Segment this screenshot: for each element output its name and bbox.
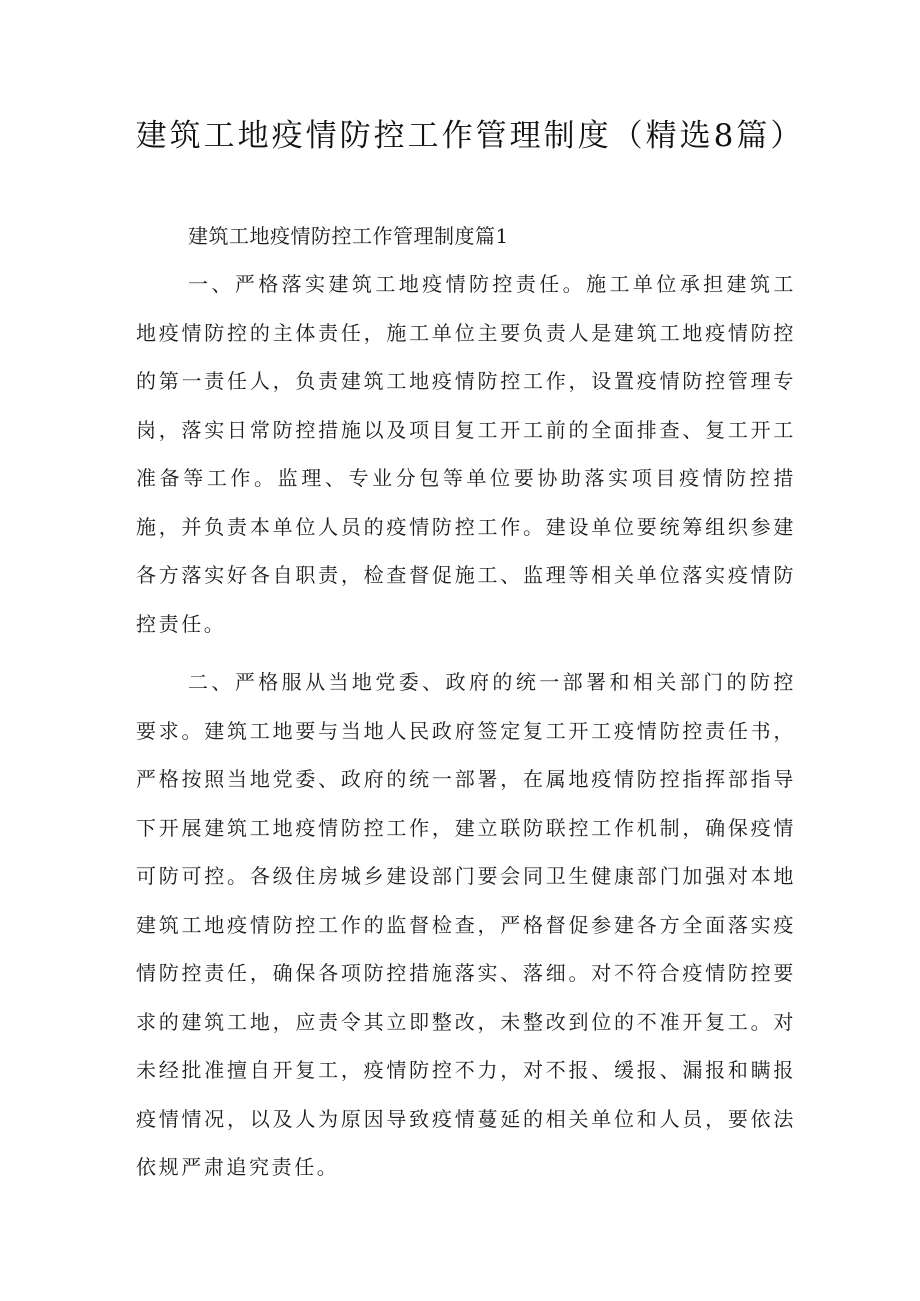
document-title: 建筑工地疫情防控工作管理制度（精选8篇）	[135, 118, 805, 154]
document-body	[136, 212, 796, 1192]
section-heading: 建筑工地疫情防控工作管理制度篇1	[188, 224, 509, 248]
paragraph-2: 二、严格服从当地党委、政府的统一部署和相关部门的防控要求。建筑工地要与当地人民政府签定复工开工疫情防控责任书，严格按照当地党委、政府的统一部署，在属地疫情防控指挥部指导下开展建筑工地疫情防控工作，建立联防联控工作机制，确保疫情可防可控。各级住房城乡建设部门要会同卫生健康部门加强对本地建筑工地疫情防控工作的监督检查，严格督促参建各方全面落实疫情防控责任，确保各项防控措施落实、落细。对不符合疫情防控要求的建筑工地，应责令其立即整改，未整改到位的不准开复工。对未经批准擅自开复工，疫情防控不力，对不报、缓报、漏报和瞒报疫情情况，以及人为原因导致疫情蔓延的相关单位和人员，要依法依规严肃追究责任。	[136, 670, 796, 1179]
paragraph-1: 一、严格落实建筑工地疫情防控责任。施工单位承担建筑工地疫情防控的主体责任，施工单位主要负责人是建筑工地疫情防控的第一责任人，负责建筑工地疫情防控工作，设置疫情防控管理专岗，落实日常防控措施以及项目复工开工前的全面排查、复工开工准备等工作。监理、专业分包等单位要协助落实项目疫情防控措施，并负责本单位人员的疫情防控工作。建设单位要统筹组织参建各方落实好各自职责，检查督促施工、监理等相关单位落实疫情防控责任。	[136, 272, 796, 636]
